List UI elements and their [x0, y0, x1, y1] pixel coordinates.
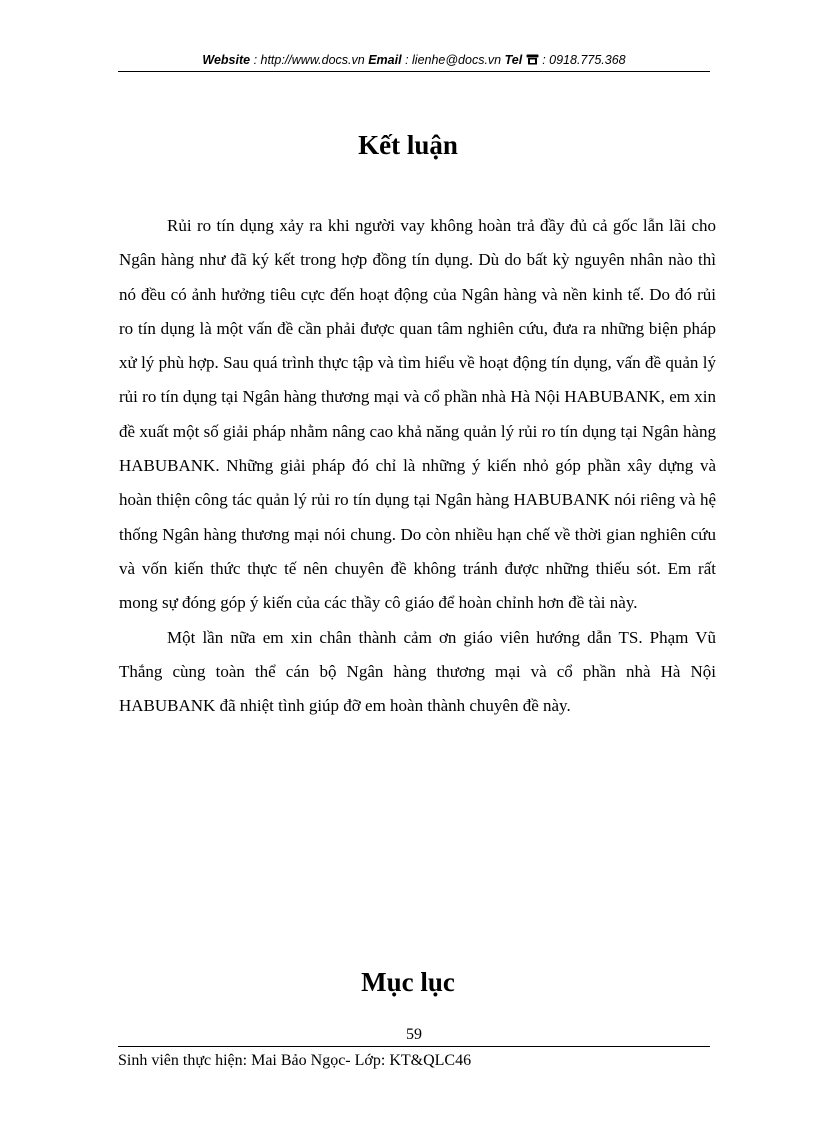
page-header	[118, 51, 710, 71]
header-divider	[118, 71, 710, 72]
paragraph: Rủi ro tín dụng xảy ra khi người vay không hoàn trả đầy đủ cả gốc lẫn lãi cho Ngân hàng như đã ký kết trong hợp đồng tín dụng. Dù do bất kỳ nguyên nhân nào thì nó đều có ảnh hưởng tiêu cực đến hoạt động của Ngân hàng và nền kinh tế. Do đó rủi ro tín dụng là một vấn đề cần phải được quan tâm nghiên cứu, đưa ra những biện pháp xử lý phù hợp. Sau quá trình thực tập và tìm hiểu về hoạt động tín dụng, vấn đề quản lý rủi ro tín dụng tại Ngân hàng thương mại và cổ phần nhà Hà Nội HABUBANK, em xin đề xuất một số giải pháp nhằm nâng cao khả năng quản lý rủi ro tín dụng tại Ngân hàng HABUBANK. Những giải pháp đó chỉ là những ý kiến nhỏ góp phần xây dựng và hoàn thiện công tác quản lý rủi ro tín dụng tại Ngân hàng HABUBANK nói riêng và hệ thống Ngân hàng thương mại nói chung. Do còn nhiều hạn chế về thời gian nghiên cứu và vốn kiến thức thực tế nên chuyên đề không tránh được những thiếu sót. Em rất mong sự đóng góp ý kiến của các thầy cô giáo để hoàn chỉnh hơn đề tài này.	[119, 216, 716, 613]
tel-value: : 0918.775.368	[542, 53, 626, 67]
website-label: Website	[202, 53, 251, 67]
paragraph: Một lần nữa em xin chân thành cảm ơn giáo viên hướng dẫn TS. Phạm Vũ Thắng cùng toàn thể cán bộ Ngân hàng thương mại và cổ phần nhà Hà Nội HABUBANK đã nhiệt tình giúp đỡ em hoàn thành chuyên đề này.	[119, 627, 716, 716]
body-text	[119, 209, 716, 723]
website-value: : http://www.docs.vn	[253, 53, 365, 67]
page-title: Kết luận	[358, 130, 458, 160]
footer-divider	[118, 1046, 710, 1047]
email-label: Email	[368, 53, 402, 67]
page-number: 59	[406, 1026, 422, 1043]
email-value: : lienhe@docs.vn	[405, 53, 502, 67]
next-section-title: Mục lục	[361, 967, 455, 997]
page-footer: Sinh viên thực hiện: Mai Bảo Ngọc- Lớp: KT&QLC46	[118, 1052, 472, 1069]
tel-label: Tel	[504, 53, 523, 67]
phone-icon	[526, 53, 542, 67]
